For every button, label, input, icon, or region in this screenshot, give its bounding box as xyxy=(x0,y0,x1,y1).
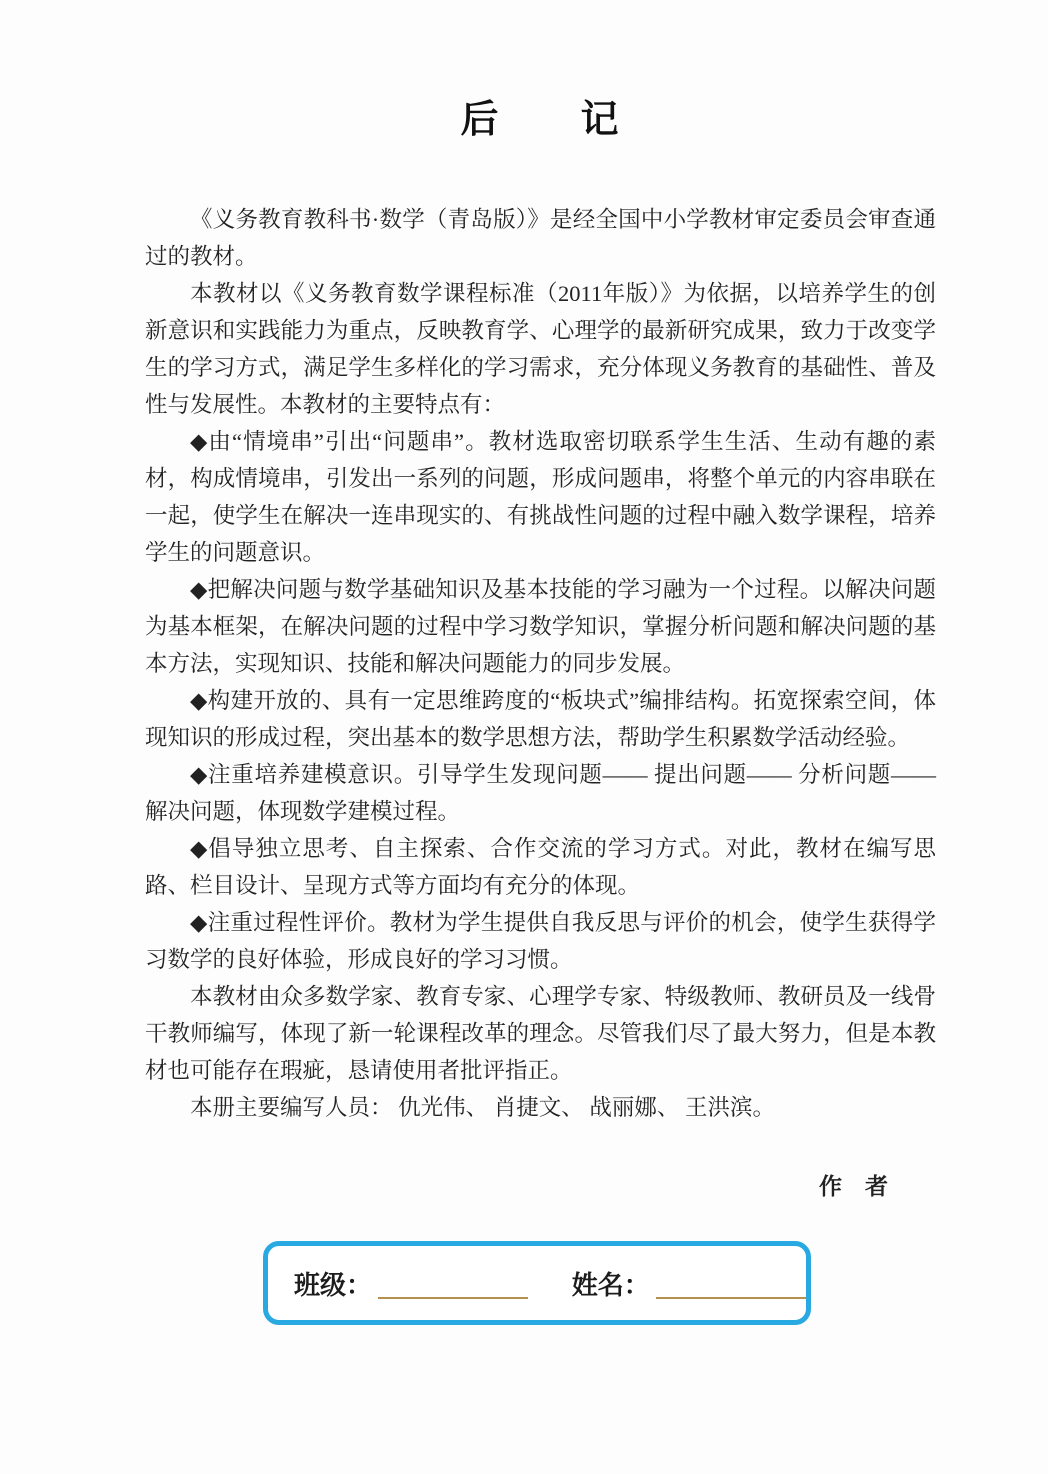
page-title: 后 记 xyxy=(460,99,621,141)
paragraph-feature-3: ◆构建开放的、具有一定思维跨度的“板块式”编排结构。拓宽探索空间，体现知识的形成过程，突出基本的数学思想方法，帮助学生积累数学活动经验。 xyxy=(145,688,936,750)
author-signature: 作 者 xyxy=(819,1174,888,1199)
class-name-box xyxy=(263,1241,811,1325)
paragraph-feature-5: ◆倡导独立思考、自主探索、合作交流的学习方式。对此，教材在编写思路、栏目设计、呈现方式等方面均有充分的体现。 xyxy=(145,836,936,898)
name-label: 姓名： xyxy=(571,1270,650,1300)
paragraph-intro-2: 本教材以《义务教育数学课程标准（2011年版）》为依据，以培养学生的创新意识和实践能力为重点，反映教育学、心理学的最新研究成果，致力于改变学生的学习方式，满足学生多样化的学习需求，充分体现义务教育的基础性、普及性与发展性。本教材的主要特点有： xyxy=(145,281,936,417)
class-label: 班级： xyxy=(294,1270,373,1300)
paragraph-editors: 本册主要编写人员： 仇光伟、 肖捷文、 战丽娜、 王洪滨。 xyxy=(190,1095,776,1120)
paragraph-closing: 本教材由众多数学家、教育专家、心理学专家、特级教师、教研员及一线骨干教师编写，体现了新一轮课程改革的理念。尽管我们尽了最大努力，但是本教材也可能存在瑕疵，恳请使用者批评指正。 xyxy=(145,984,936,1083)
paragraph-intro-1: 《义务教育教科书·数学（青岛版）》是经全国中小学教材审定委员会审查通过的教材。 xyxy=(145,207,936,269)
body-text xyxy=(145,201,936,1126)
name-blank-line xyxy=(656,1267,806,1299)
class-blank-line xyxy=(378,1267,528,1299)
paragraph-feature-6: ◆注重过程性评价。教材为学生提供自我反思与评价的机会，使学生获得学习数学的良好体验，形成良好的学习习惯。 xyxy=(145,910,936,972)
paragraph-feature-4: ◆注重培养建模意识。引导学生发现问题—— 提出问题—— 分析问题——解决问题，体现数学建模过程。 xyxy=(145,762,936,824)
paragraph-feature-1: ◆由“情境串”引出“问题串”。教材选取密切联系学生生活、生动有趣的素材，构成情境串，引发出一系列的问题，形成问题串，将整个单元的内容串联在一起，使学生在解决一连串现实的、有挑战性问题的过程中融入数学课程，培养学生的问题意识。 xyxy=(145,429,936,565)
paragraph-feature-2: ◆把解决问题与数学基础知识及基本技能的学习融为一个过程。以解决问题为基本框架，在解决问题的过程中学习数学知识，掌握分析问题和解决问题的基本方法，实现知识、技能和解决问题能力的同步发展。 xyxy=(145,577,936,676)
